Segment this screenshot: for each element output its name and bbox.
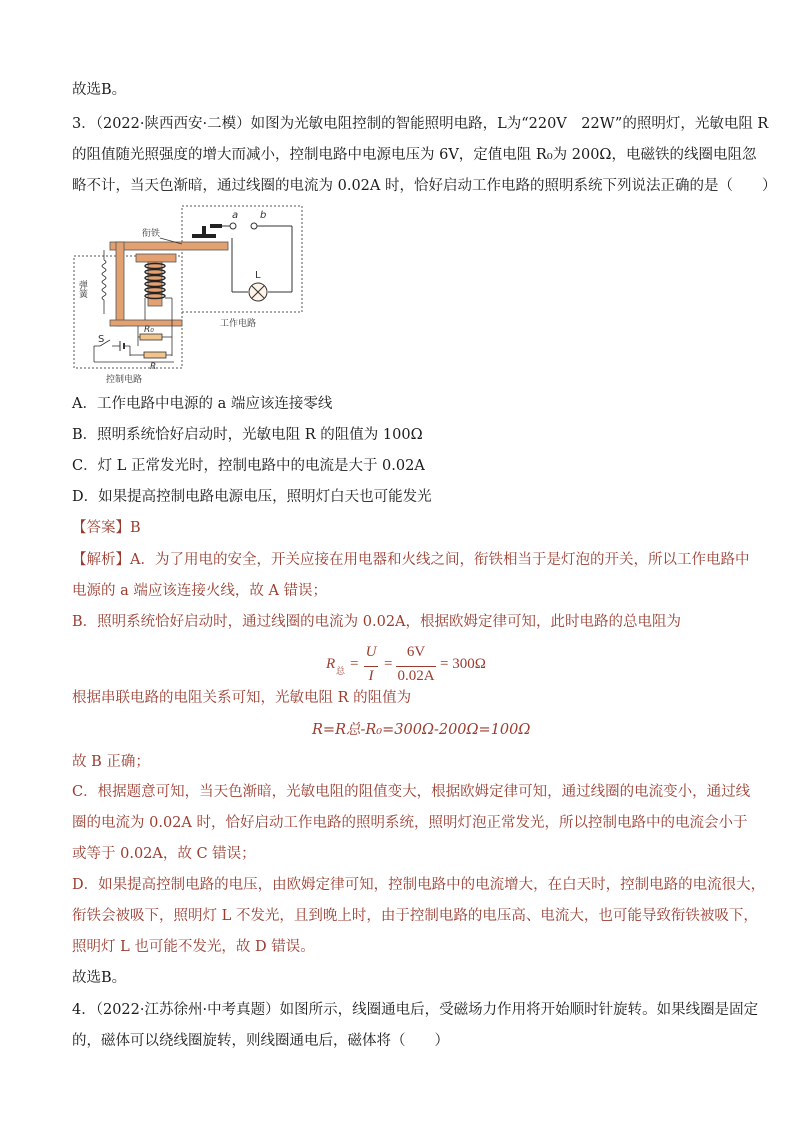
label-b: b — [260, 210, 267, 221]
formula-bar-2 — [396, 666, 436, 667]
option-b: B．照明系统恰好启动时，光敏电阻 R 的阻值为 100Ω — [72, 427, 423, 443]
formula-bar-1 — [364, 666, 378, 667]
analysis-b-line-3: R=R总-R₀=300Ω-200Ω=100Ω — [312, 722, 531, 738]
question-3-line-2: 的阻值随光照强度的增大而减小，控制电路中电源电压为 6V，定值电阻 R₀为 200Ω，电磁铁的线圈电阻忽 — [72, 147, 757, 163]
label-work-circuit: 工作电路 — [220, 319, 257, 329]
label-armature: 衔铁 — [142, 229, 161, 239]
formula-eq-1: = — [350, 656, 359, 672]
analysis-b-line-1: B．照明系统恰好启动时，通过线圈的电流为 0.02A，根据欧姆定律可知，此时电路的总电阻为 — [72, 614, 682, 630]
question-3-line-3: 略不计，当天色渐暗，通过线圈的电流为 0.02A 时，恰好启动工作电路的照明系统下列说法正确的是（ ） — [72, 178, 777, 194]
label-control-circuit: 控制电路 — [106, 375, 143, 385]
analysis-b-line-2: 根据串联电路的电阻关系可知，光敏电阻 R 的阻值为 — [72, 690, 412, 706]
label-a: a — [232, 210, 239, 221]
option-c: C．灯 L 正常发光时，控制电路中的电流是大于 0.02A — [72, 458, 425, 474]
formula-lhs: R — [326, 656, 336, 672]
circuit-figure — [70, 202, 310, 388]
label-spring: 弹簧 — [77, 280, 87, 298]
question-4-line-2: 的，磁体可以绕线圈旋转，则线圈通电后，磁体将（ ） — [72, 1033, 449, 1049]
analysis-b-line-4: 故 B 正确； — [72, 754, 150, 770]
analysis-a-line-1: 【解析】A．为了用电的安全，开关应接在用电器和火线之间，衔铁相当于是灯泡的开关，所以工作电路中 — [72, 552, 750, 568]
resistor-r — [144, 352, 166, 358]
formula-eq-2: = — [384, 656, 393, 672]
question-4-line-1: 4．（2022·江苏徐州·中考真题）如图所示，线圈通电后，受磁场力作用将开始顺时针旋转。如果线圈是固定 — [72, 1002, 759, 1018]
control-circuit-box — [74, 256, 182, 368]
answer-line: 【答案】B — [72, 520, 141, 536]
formula-lhs-sub: 总 — [336, 666, 346, 676]
work-circuit-box — [182, 206, 302, 312]
formula-num-1: U — [365, 644, 377, 660]
analysis-d-line-3: 照明灯 L 也可能不发光，故 D 错误。 — [72, 939, 315, 955]
analysis-c-line-2: 圈的电流为 0.02A 时，恰好启动工作电路的照明系统，照明灯泡正常发光，所以控制电路中的电流会小于 — [72, 815, 748, 831]
analysis-d-line-2: 衔铁会被吸下，照明灯 L 不发光，且到晚上时，由于控制电路的电压高、电流大，也可能导致衔铁被吸下， — [72, 908, 758, 924]
analysis-d-line-1: D．如果提高控制电路的电压，由欧姆定律可知，控制电路中的电流增大，在白天时，控制电路的电流很大， — [72, 877, 766, 893]
label-r: R — [150, 362, 157, 372]
formula-num-2: 6V — [406, 644, 426, 660]
analysis-a-line-2: 电源的 a 端应该连接火线，故 A 错误； — [72, 583, 328, 599]
armature-bar — [110, 242, 228, 250]
text-line-done-2: 故选B。 — [72, 970, 127, 986]
formula-den-2: 0.02A — [397, 668, 435, 684]
question-3-line-1: 3．（2022·陕西西安·二模）如图为光敏电阻控制的智能照明电路，L为“220V 22W”的照明灯，光敏电阻 R — [72, 116, 769, 132]
label-switch: S — [98, 334, 105, 345]
text-line-done: 故选B。 — [72, 82, 127, 98]
formula-result: = 300Ω — [440, 656, 486, 672]
formula-total-resistance — [326, 642, 486, 692]
label-r0: R₀ — [144, 325, 154, 335]
option-d: D．如果提高控制电路电源电压，照明灯白天也可能发光 — [72, 489, 432, 505]
label-lamp: L — [255, 270, 261, 281]
formula-den-1: I — [368, 668, 374, 684]
analysis-c-line-3: 或等于 0.02A，故 C 错误； — [72, 846, 256, 862]
option-a: A．工作电路中电源的 a 端应该连接零线 — [72, 396, 333, 412]
analysis-c-line-1: C．根据题意可知，当天色渐暗，光敏电阻的阻值变大，根据欧姆定律可知，通过线圈的电流变小，通过线 — [72, 784, 751, 800]
